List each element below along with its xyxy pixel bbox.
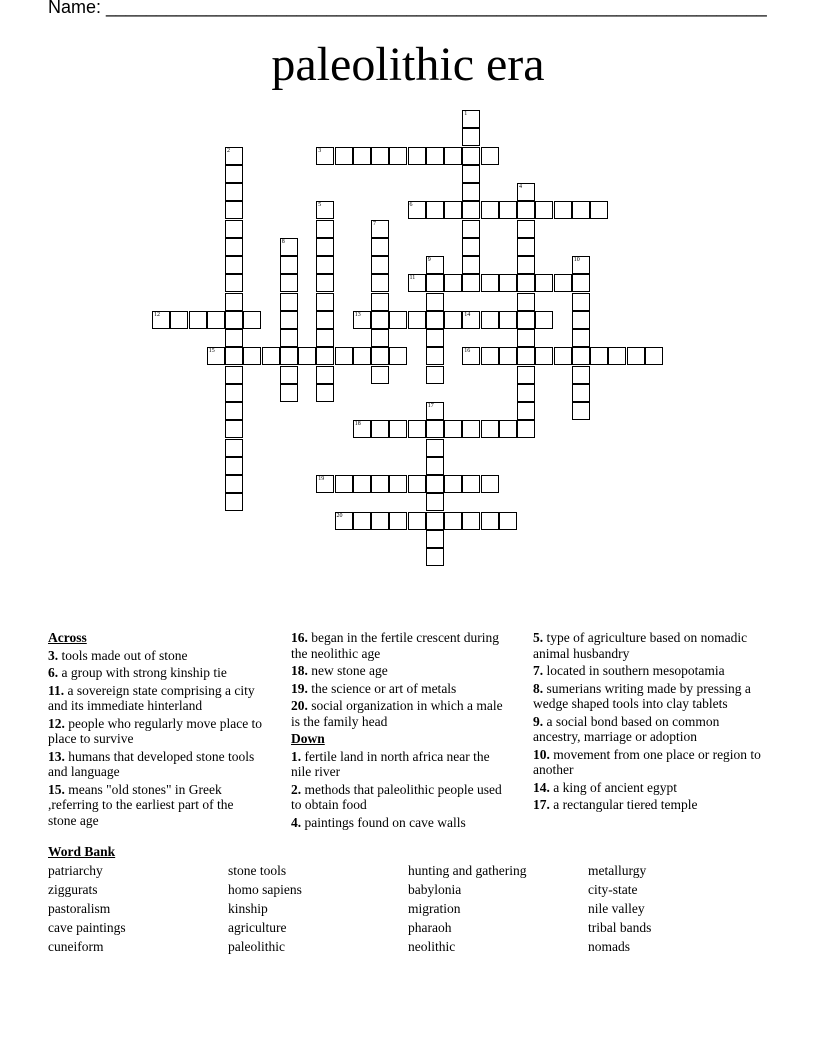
crossword-cell[interactable]	[444, 311, 462, 329]
down-heading: Down	[291, 731, 325, 746]
crossword-cell[interactable]	[426, 439, 444, 457]
clue-number-label: 18.	[291, 663, 312, 678]
word-bank-item: patriarchy	[48, 863, 103, 878]
crossword-cell[interactable]	[444, 147, 462, 165]
crossword-cell[interactable]	[225, 420, 243, 438]
crossword-cell[interactable]	[371, 512, 389, 530]
down-clue	[533, 747, 763, 778]
crossword-cell[interactable]	[481, 311, 499, 329]
crossword-cell[interactable]	[426, 402, 444, 420]
across-clue	[291, 698, 506, 729]
clue-text: located in southern mesopotamia	[546, 663, 725, 678]
crossword-cell[interactable]	[462, 274, 480, 292]
word-bank-item: pastoralism	[48, 901, 111, 916]
crossword-cell[interactable]	[371, 311, 389, 329]
clue-number: 17	[427, 403, 434, 409]
crossword-cell[interactable]	[225, 475, 243, 493]
clue-number-label: 12.	[48, 715, 69, 731]
across-clue	[291, 630, 506, 661]
across-clue	[48, 683, 263, 714]
down-clue	[533, 630, 763, 661]
crossword-cell[interactable]	[189, 311, 207, 329]
down-clue	[291, 815, 506, 831]
crossword-cell[interactable]	[462, 110, 480, 128]
name-label: Name:	[48, 0, 107, 17]
down-clues-part1	[291, 749, 506, 831]
crossword-cell[interactable]	[426, 274, 444, 292]
crossword-cell[interactable]	[389, 420, 407, 438]
crossword-cell[interactable]	[316, 201, 334, 219]
clue-number: 11	[409, 275, 416, 282]
crossword-cell[interactable]	[280, 274, 298, 292]
clue-number: 16	[464, 348, 471, 355]
crossword-cell[interactable]	[316, 384, 334, 402]
word-bank-item: stone tools	[228, 863, 287, 878]
crossword-cell[interactable]	[371, 420, 389, 438]
word-bank-item: city-state	[588, 882, 638, 897]
word-bank-item: ziggurats	[48, 882, 98, 897]
down-clue	[533, 714, 763, 745]
down-clue	[291, 782, 506, 813]
word-bank	[48, 844, 768, 955]
crossword-cell[interactable]	[444, 475, 462, 493]
down-clue	[533, 681, 763, 712]
crossword-cell[interactable]	[517, 220, 535, 238]
crossword-cell[interactable]	[316, 366, 334, 384]
down-clue	[533, 663, 763, 679]
clue-text: tools made out of stone	[61, 647, 188, 663]
crossword-cell[interactable]	[481, 512, 499, 530]
crossword-cell[interactable]	[371, 475, 389, 493]
crossword-cell[interactable]	[335, 147, 353, 165]
crossword-cell[interactable]	[389, 512, 407, 530]
clue-number: 18	[354, 421, 361, 428]
crossword-cell[interactable]	[572, 384, 590, 402]
crossword-cell[interactable]	[572, 329, 590, 347]
crossword-cell[interactable]	[517, 274, 535, 292]
clues-column-3	[533, 630, 763, 815]
clue-text: the science or art of metals	[311, 680, 457, 696]
across-clue	[48, 749, 263, 780]
down-clue	[533, 780, 763, 796]
crossword-cell[interactable]	[371, 366, 389, 384]
crossword-cell[interactable]	[353, 475, 371, 493]
crossword-cell[interactable]	[280, 293, 298, 311]
clue-text: people who regularly move place to place to survive	[48, 715, 263, 746]
clue-text: movement from one place or region to another	[533, 746, 761, 777]
crossword-cell[interactable]	[535, 201, 553, 219]
crossword-cell[interactable]	[225, 384, 243, 402]
clue-number-label: 14.	[533, 779, 554, 795]
clues-column-2	[291, 630, 506, 832]
crossword-cell[interactable]	[572, 366, 590, 384]
crossword-cell[interactable]	[408, 475, 426, 493]
clue-text: type of agriculture based on nomadic animal husbandry	[533, 630, 748, 661]
crossword-cell[interactable]	[481, 347, 499, 365]
crossword-cell[interactable]	[590, 347, 608, 365]
clue-number: 10	[573, 257, 580, 263]
crossword-cell[interactable]	[335, 475, 353, 493]
across-clues-part1	[48, 648, 263, 829]
name-line	[48, 0, 767, 18]
crossword-cell[interactable]	[335, 512, 353, 530]
word-bank-item: pharaoh	[408, 920, 452, 935]
clue-number-label: 15.	[48, 781, 69, 797]
down-clues-part2	[533, 630, 763, 813]
crossword-cell[interactable]	[426, 475, 444, 493]
word-bank-item: nomads	[588, 939, 630, 954]
crossword-cell[interactable]	[353, 512, 371, 530]
clue-text: paintings found on cave walls	[304, 814, 466, 830]
crossword-cell[interactable]	[481, 420, 499, 438]
crossword-cell[interactable]	[554, 347, 572, 365]
crossword-cell[interactable]	[554, 274, 572, 292]
down-clue	[291, 749, 506, 780]
word-bank-item: migration	[408, 901, 461, 916]
crossword-cell[interactable]	[225, 402, 243, 420]
crossword-cell[interactable]	[426, 530, 444, 548]
crossword-cell[interactable]	[280, 347, 298, 365]
crossword-cell[interactable]	[225, 183, 243, 201]
crossword-cell[interactable]	[207, 347, 225, 365]
crossword-cell[interactable]	[225, 293, 243, 311]
clue-number: 12	[154, 311, 160, 318]
crossword-cell[interactable]	[535, 311, 553, 329]
crossword-cell[interactable]	[408, 201, 426, 219]
crossword-cell[interactable]	[371, 274, 389, 292]
crossword-cell[interactable]	[572, 201, 590, 219]
crossword-cell[interactable]	[316, 147, 334, 165]
clue-number: 20	[336, 512, 343, 519]
across-clue	[48, 782, 263, 829]
crossword-cell[interactable]	[316, 256, 334, 274]
crossword-cell[interactable]	[444, 420, 462, 438]
crossword-cell[interactable]	[280, 384, 298, 402]
crossword-cell[interactable]	[389, 347, 407, 365]
clue-number-label: 9.	[533, 713, 547, 729]
crossword-cell[interactable]	[481, 147, 499, 165]
crossword-cell[interactable]	[462, 512, 480, 530]
clue-number: 2	[227, 147, 230, 154]
crossword-cell[interactable]	[225, 439, 243, 457]
crossword-cell[interactable]	[517, 384, 535, 402]
clue-number: 13	[354, 311, 361, 318]
crossword-cell[interactable]	[572, 402, 590, 420]
crossword-cell[interactable]	[280, 366, 298, 384]
crossword-cell[interactable]	[371, 147, 389, 165]
clues-column-1	[48, 630, 263, 830]
crossword-cell[interactable]	[645, 347, 663, 365]
crossword-cell[interactable]	[408, 274, 426, 292]
crossword-cell[interactable]	[462, 475, 480, 493]
word-bank-item: tribal bands	[588, 920, 652, 935]
crossword-cell[interactable]	[298, 347, 316, 365]
name-blank[interactable]: __________________________________________________________________	[106, 0, 767, 17]
crossword-cell[interactable]	[426, 201, 444, 219]
crossword-cell[interactable]	[225, 366, 243, 384]
across-heading: Across	[48, 630, 87, 645]
crossword-cell[interactable]	[316, 238, 334, 256]
clue-number-label: 20.	[291, 698, 312, 713]
crossword-cell[interactable]	[499, 274, 517, 292]
crossword-cell[interactable]	[517, 293, 535, 311]
crossword-cell[interactable]	[335, 347, 353, 365]
word-bank-item: homo sapiens	[228, 882, 302, 897]
clue-number: 5	[318, 202, 322, 209]
crossword-cell[interactable]	[426, 329, 444, 347]
clue-number-label: 6.	[48, 665, 62, 680]
word-bank-item: kinship	[228, 901, 268, 916]
word-bank-list	[48, 863, 768, 955]
crossword-cell[interactable]	[462, 347, 480, 365]
crossword-cell[interactable]	[371, 238, 389, 256]
crossword-cell[interactable]	[225, 238, 243, 256]
clue-text: a social bond based on common ancestry, marriage or adoption	[533, 713, 720, 744]
clue-number: 7	[373, 220, 376, 227]
crossword-cell[interactable]	[316, 220, 334, 238]
crossword-cell[interactable]	[535, 347, 553, 365]
clue-text: methods that paleolithic people used to obtain food	[291, 781, 502, 812]
crossword-cell[interactable]	[481, 274, 499, 292]
crossword-cell[interactable]	[225, 457, 243, 475]
crossword-cell[interactable]	[535, 274, 553, 292]
crossword-cell[interactable]	[353, 347, 371, 365]
crossword-cell[interactable]	[389, 475, 407, 493]
crossword-cell[interactable]	[371, 220, 389, 238]
crossword-cell[interactable]	[499, 311, 517, 329]
crossword-cell[interactable]	[517, 347, 535, 365]
crossword-cell[interactable]	[444, 274, 462, 292]
word-bank-item: babylonia	[408, 882, 462, 897]
clue-number: 14	[464, 311, 471, 318]
crossword-cell[interactable]	[517, 329, 535, 347]
crossword-cell[interactable]	[444, 512, 462, 530]
clue-number: 6	[409, 202, 413, 209]
crossword-cell[interactable]	[207, 311, 225, 329]
crossword-cell[interactable]	[316, 311, 334, 329]
down-clue	[533, 797, 763, 813]
clue-text: sumerians writing made by pressing a wedge shaped tools into clay tablets	[533, 680, 751, 711]
crossword-cell[interactable]	[572, 256, 590, 274]
across-clue	[48, 665, 263, 681]
clue-text: new stone age	[311, 663, 388, 678]
crossword-cell[interactable]	[371, 293, 389, 311]
crossword-cell[interactable]	[426, 256, 444, 274]
crossword-cell[interactable]	[316, 274, 334, 292]
crossword-cell[interactable]	[426, 548, 444, 566]
crossword-cell[interactable]	[408, 512, 426, 530]
crossword-cell[interactable]	[371, 329, 389, 347]
clue-number-label: 3.	[48, 647, 62, 663]
crossword-cell[interactable]	[316, 475, 334, 493]
clue-number: 19	[318, 476, 325, 482]
crossword-cell[interactable]	[426, 512, 444, 530]
crossword-cell[interactable]	[517, 420, 535, 438]
clue-number-label: 1.	[291, 748, 305, 764]
clue-text: a rectangular tiered temple	[553, 797, 698, 812]
clue-number-label: 5.	[533, 630, 547, 645]
crossword-cell[interactable]	[426, 457, 444, 475]
crossword-cell[interactable]	[316, 347, 334, 365]
crossword-cell[interactable]	[316, 293, 334, 311]
crossword-cell[interactable]	[371, 347, 389, 365]
crossword-cell[interactable]	[627, 347, 645, 365]
crossword-cell[interactable]	[408, 311, 426, 329]
crossword-cell[interactable]	[481, 201, 499, 219]
crossword-cell[interactable]	[572, 347, 590, 365]
crossword-cell[interactable]	[517, 366, 535, 384]
crossword-cell[interactable]	[225, 256, 243, 274]
crossword-cell[interactable]	[572, 293, 590, 311]
crossword-cell[interactable]	[426, 147, 444, 165]
crossword-cell[interactable]	[426, 293, 444, 311]
crossword-cell[interactable]	[499, 420, 517, 438]
clue-number-label: 13.	[48, 748, 69, 764]
crossword-cell[interactable]	[243, 347, 261, 365]
crossword-cell[interactable]	[499, 201, 517, 219]
crossword-cell[interactable]	[225, 220, 243, 238]
clue-text: means "old stones" in Greek ,referring to the earliest part of the stone age	[48, 781, 234, 828]
word-bank-item: nile valley	[588, 901, 645, 916]
crossword-cell[interactable]	[225, 165, 243, 183]
crossword-cell[interactable]	[389, 147, 407, 165]
clue-number: 3	[318, 147, 322, 154]
clue-number-label: 17.	[533, 797, 554, 812]
clue-number-label: 11.	[48, 682, 68, 698]
word-bank-item: agriculture	[228, 920, 287, 935]
clue-text: a sovereign state comprising a city and its immediate hinterland	[48, 682, 255, 713]
crossword-cell[interactable]	[517, 256, 535, 274]
crossword-cell[interactable]	[152, 311, 170, 329]
crossword-cell[interactable]	[590, 201, 608, 219]
crossword-cell[interactable]	[225, 329, 243, 347]
clue-number-label: 8.	[533, 680, 547, 696]
crossword-cell[interactable]	[462, 183, 480, 201]
crossword-cell[interactable]	[225, 274, 243, 292]
clue-number: 9	[427, 257, 431, 263]
clue-text: social organization in which a male is the family head	[291, 698, 503, 729]
crossword-cell[interactable]	[462, 256, 480, 274]
crossword-cell[interactable]	[517, 183, 535, 201]
crossword-cell[interactable]	[225, 493, 243, 511]
crossword-cell[interactable]	[426, 311, 444, 329]
crossword-cell[interactable]	[262, 347, 280, 365]
crossword-cell[interactable]	[389, 311, 407, 329]
word-bank-item: paleolithic	[228, 939, 285, 954]
clue-text: a king of ancient egypt	[553, 779, 677, 795]
clue-number-label: 2.	[291, 781, 305, 797]
crossword-cell[interactable]	[280, 256, 298, 274]
crossword-cell[interactable]	[371, 256, 389, 274]
crossword-cell[interactable]	[426, 366, 444, 384]
word-bank-item: cuneiform	[48, 939, 104, 954]
crossword-cell[interactable]	[462, 201, 480, 219]
crossword-cell[interactable]	[517, 238, 535, 256]
crossword-cell[interactable]	[572, 311, 590, 329]
crossword-cell[interactable]	[225, 311, 243, 329]
crossword-cell[interactable]	[225, 201, 243, 219]
crossword-cell[interactable]	[462, 128, 480, 146]
across-clues-part2	[291, 630, 506, 729]
clue-number-label: 4.	[291, 814, 305, 830]
crossword-cell[interactable]	[517, 311, 535, 329]
clue-number-label: 16.	[291, 630, 312, 645]
across-clue	[291, 663, 506, 679]
clue-number-label: 10.	[533, 746, 554, 762]
crossword-cell[interactable]	[444, 201, 462, 219]
word-bank-item: neolithic	[408, 939, 456, 954]
word-bank-item: metallurgy	[588, 863, 647, 878]
clue-number-label: 7.	[533, 663, 547, 678]
clue-text: fertile land in north africa near the nile river	[291, 748, 490, 779]
clue-number: 15	[208, 348, 215, 355]
clue-text: began in the fertile crescent during the neolithic age	[291, 630, 500, 661]
crossword-cell[interactable]	[170, 311, 188, 329]
crossword-cell[interactable]	[426, 347, 444, 365]
crossword-cell[interactable]	[499, 512, 517, 530]
crossword-cell[interactable]	[608, 347, 626, 365]
crossword-cell[interactable]	[408, 420, 426, 438]
crossword-cell[interactable]	[572, 274, 590, 292]
crossword-cell[interactable]	[280, 329, 298, 347]
crossword-cell[interactable]	[462, 420, 480, 438]
crossword-cell[interactable]	[462, 311, 480, 329]
clue-number: 1	[464, 111, 468, 117]
puzzle-title: paleolithic era	[271, 38, 545, 91]
across-clue	[291, 681, 506, 697]
clue-text: humans that developed stone tools and language	[48, 748, 255, 779]
word-bank-title: Word Bank	[48, 844, 116, 859]
crossword-cell[interactable]	[517, 201, 535, 219]
crossword-cell[interactable]	[426, 420, 444, 438]
clue-number-label: 19.	[291, 680, 312, 696]
crossword-cell[interactable]	[462, 147, 480, 165]
crossword-cell[interactable]	[280, 238, 298, 256]
crossword-cell[interactable]	[353, 311, 371, 329]
crossword-cell[interactable]	[408, 147, 426, 165]
crossword-cell[interactable]	[481, 475, 499, 493]
across-clue	[48, 716, 263, 747]
crossword-cell[interactable]	[554, 201, 572, 219]
crossword-cell[interactable]	[462, 165, 480, 183]
crossword-cell[interactable]	[280, 311, 298, 329]
clue-number: 4	[519, 184, 522, 190]
word-bank-item: hunting and gathering	[408, 863, 527, 878]
clue-number: 8	[281, 238, 285, 245]
crossword-cell[interactable]	[353, 420, 371, 438]
clue-text: a group with strong kinship tie	[61, 665, 227, 680]
across-clue	[48, 648, 263, 664]
crossword-cell[interactable]	[517, 402, 535, 420]
crossword-cell[interactable]	[225, 147, 243, 165]
crossword-cell[interactable]	[462, 238, 480, 256]
crossword-cell[interactable]	[316, 329, 334, 347]
crossword-cell[interactable]	[462, 220, 480, 238]
crossword-cell[interactable]	[499, 347, 517, 365]
crossword-cell[interactable]	[243, 311, 261, 329]
word-bank-item: cave paintings	[48, 920, 126, 935]
crossword-cell[interactable]	[225, 347, 243, 365]
crossword-cell[interactable]	[353, 147, 371, 165]
crossword-cell[interactable]	[426, 493, 444, 511]
